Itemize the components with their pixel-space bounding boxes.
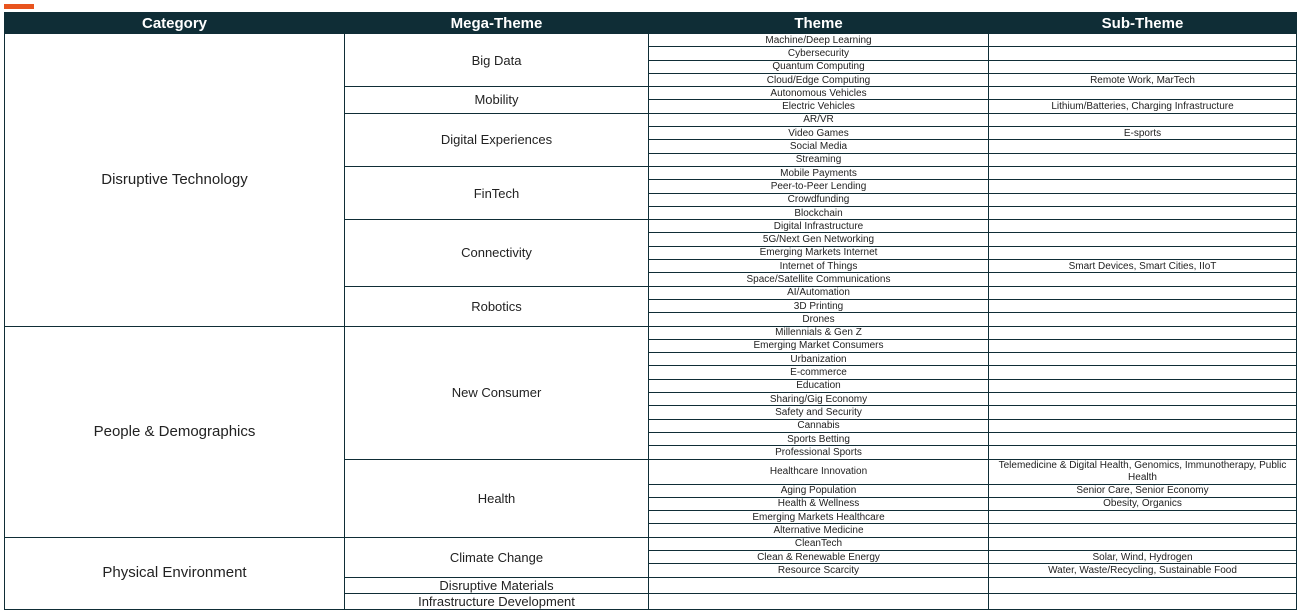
theme-cell: Clean & Renewable Energy xyxy=(649,550,989,563)
sub-theme-cell: Senior Care, Senior Economy xyxy=(989,484,1297,497)
sub-theme-cell xyxy=(989,406,1297,419)
theme-cell: Emerging Market Consumers xyxy=(649,339,989,352)
theme-taxonomy-table xyxy=(4,12,1297,610)
table-body xyxy=(5,34,1297,610)
theme-cell: Streaming xyxy=(649,153,989,166)
mega-theme-cell: New Consumer xyxy=(345,326,649,459)
theme-cell: Blockchain xyxy=(649,206,989,219)
sub-theme-cell xyxy=(989,47,1297,60)
theme-cell: Quantum Computing xyxy=(649,60,989,73)
category-cell: Physical Environment xyxy=(5,537,345,609)
mega-theme-cell: Digital Experiences xyxy=(345,113,649,166)
table-row xyxy=(5,326,1297,339)
theme-cell: Cybersecurity xyxy=(649,47,989,60)
theme-cell: Crowdfunding xyxy=(649,193,989,206)
theme-cell: Urbanization xyxy=(649,353,989,366)
header-row xyxy=(5,13,1297,34)
sub-theme-cell xyxy=(989,299,1297,312)
theme-cell: AI/Automation xyxy=(649,286,989,299)
sub-theme-cell: Water, Waste/Recycling, Sustainable Food xyxy=(989,564,1297,577)
sub-theme-cell xyxy=(989,180,1297,193)
sub-theme-cell: Remote Work, MarTech xyxy=(989,73,1297,86)
theme-cell: Resource Scarcity xyxy=(649,564,989,577)
sub-theme-cell xyxy=(989,432,1297,445)
theme-cell: Aging Population xyxy=(649,484,989,497)
theme-cell: Professional Sports xyxy=(649,446,989,459)
mega-theme-cell: Climate Change xyxy=(345,537,649,577)
theme-cell: CleanTech xyxy=(649,537,989,550)
sub-theme-cell xyxy=(989,60,1297,73)
theme-cell: Emerging Markets Internet xyxy=(649,246,989,259)
sub-theme-cell xyxy=(989,113,1297,126)
theme-cell: Millennials & Gen Z xyxy=(649,326,989,339)
sub-theme-cell: Smart Devices, Smart Cities, IIoT xyxy=(989,260,1297,273)
theme-cell: Education xyxy=(649,379,989,392)
mega-theme-cell: Mobility xyxy=(345,87,649,114)
sub-theme-cell xyxy=(989,419,1297,432)
theme-cell: Electric Vehicles xyxy=(649,100,989,113)
mega-theme-cell: Connectivity xyxy=(345,220,649,286)
sub-theme-cell xyxy=(989,87,1297,100)
sub-theme-cell xyxy=(989,273,1297,286)
sub-theme-cell xyxy=(989,511,1297,524)
sub-theme-cell xyxy=(989,353,1297,366)
sub-theme-cell xyxy=(989,366,1297,379)
sub-theme-cell xyxy=(989,537,1297,550)
sub-theme-cell: Telemedicine & Digital Health, Genomics, Immunotherapy, Public Health xyxy=(989,459,1297,484)
theme-cell: Healthcare Innovation xyxy=(649,459,989,484)
theme-cell: Mobile Payments xyxy=(649,166,989,179)
theme-cell: Sports Betting xyxy=(649,432,989,445)
sub-theme-cell xyxy=(989,34,1297,47)
theme-cell: AR/VR xyxy=(649,113,989,126)
category-cell: People & Demographics xyxy=(5,326,345,537)
sub-theme-cell xyxy=(989,524,1297,537)
sub-theme-cell xyxy=(989,206,1297,219)
mega-theme-cell: Health xyxy=(345,459,649,537)
sub-theme-cell xyxy=(989,166,1297,179)
theme-cell: Cloud/Edge Computing xyxy=(649,73,989,86)
sub-theme-cell xyxy=(989,593,1297,609)
category-cell: Disruptive Technology xyxy=(5,34,345,327)
sub-theme-cell xyxy=(989,220,1297,233)
theme-cell xyxy=(649,577,989,593)
mega-theme-cell: Robotics xyxy=(345,286,649,326)
sub-theme-cell: E-sports xyxy=(989,127,1297,140)
orange-accent-bar xyxy=(4,4,34,9)
sub-theme-cell xyxy=(989,193,1297,206)
sub-theme-cell xyxy=(989,326,1297,339)
sub-theme-cell xyxy=(989,286,1297,299)
sub-theme-cell xyxy=(989,153,1297,166)
header-category: Category xyxy=(5,13,345,34)
sub-theme-cell xyxy=(989,339,1297,352)
theme-cell xyxy=(649,593,989,609)
theme-cell: Peer-to-Peer Lending xyxy=(649,180,989,193)
theme-cell: Cannabis xyxy=(649,419,989,432)
sub-theme-cell xyxy=(989,379,1297,392)
sub-theme-cell xyxy=(989,233,1297,246)
theme-cell: Sharing/Gig Economy xyxy=(649,393,989,406)
sub-theme-cell: Lithium/Batteries, Charging Infrastructure xyxy=(989,100,1297,113)
header-mega-theme: Mega-Theme xyxy=(345,13,649,34)
theme-cell: Social Media xyxy=(649,140,989,153)
theme-cell: E-commerce xyxy=(649,366,989,379)
table-row xyxy=(5,537,1297,550)
theme-cell: Machine/Deep Learning xyxy=(649,34,989,47)
theme-cell: Video Games xyxy=(649,127,989,140)
mega-theme-cell: Big Data xyxy=(345,34,649,87)
sub-theme-cell: Solar, Wind, Hydrogen xyxy=(989,550,1297,563)
sub-theme-cell xyxy=(989,246,1297,259)
theme-cell: 3D Printing xyxy=(649,299,989,312)
theme-cell: Space/Satellite Communications xyxy=(649,273,989,286)
theme-cell: Drones xyxy=(649,313,989,326)
sub-theme-cell xyxy=(989,446,1297,459)
mega-theme-cell: FinTech xyxy=(345,166,649,219)
theme-cell: Health & Wellness xyxy=(649,497,989,510)
theme-cell: 5G/Next Gen Networking xyxy=(649,233,989,246)
theme-cell: Alternative Medicine xyxy=(649,524,989,537)
sub-theme-cell xyxy=(989,313,1297,326)
theme-cell: Digital Infrastructure xyxy=(649,220,989,233)
theme-cell: Safety and Security xyxy=(649,406,989,419)
sub-theme-cell xyxy=(989,577,1297,593)
theme-cell: Autonomous Vehicles xyxy=(649,87,989,100)
header-theme: Theme xyxy=(649,13,989,34)
sub-theme-cell xyxy=(989,393,1297,406)
theme-cell: Internet of Things xyxy=(649,260,989,273)
sub-theme-cell: Obesity, Organics xyxy=(989,497,1297,510)
table-row xyxy=(5,34,1297,47)
sub-theme-cell xyxy=(989,140,1297,153)
header-sub-theme: Sub-Theme xyxy=(989,13,1297,34)
mega-theme-cell: Disruptive Materials xyxy=(345,577,649,593)
mega-theme-cell: Infrastructure Development xyxy=(345,593,649,609)
theme-cell: Emerging Markets Healthcare xyxy=(649,511,989,524)
